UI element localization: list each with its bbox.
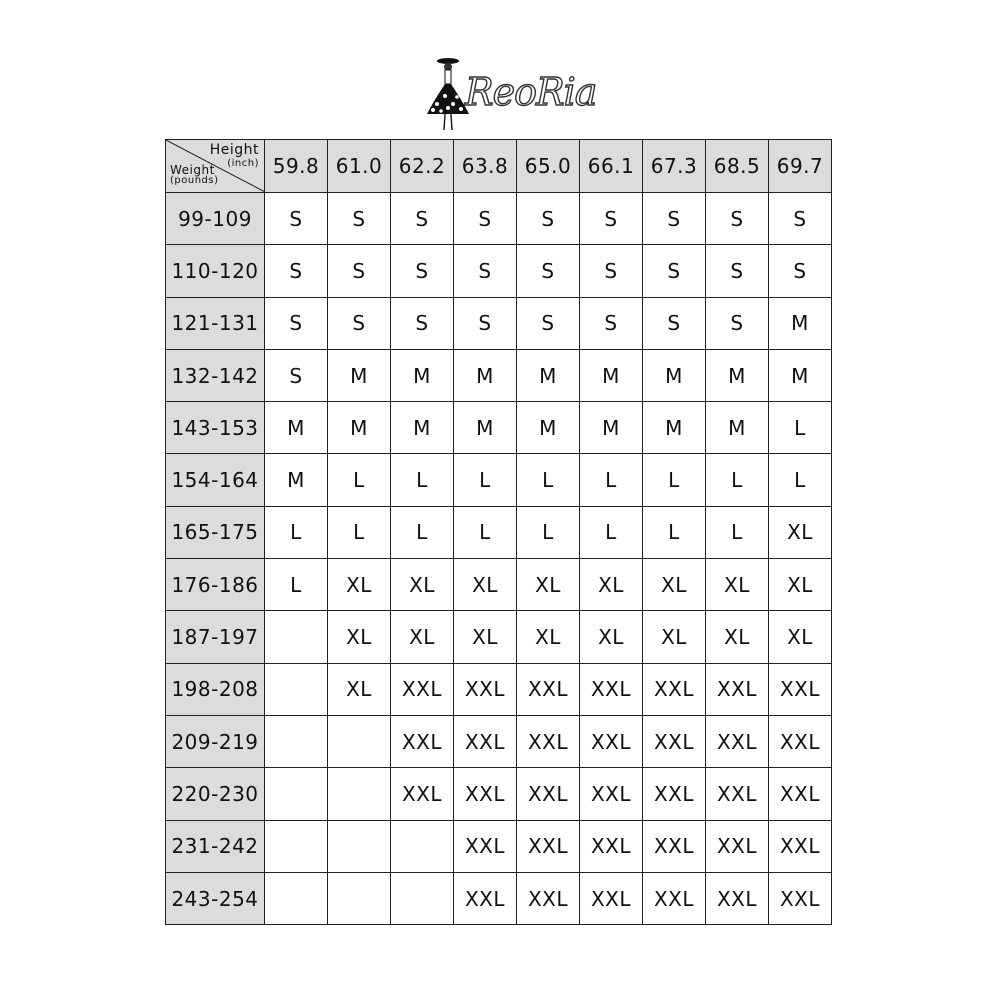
size-cell: M — [580, 349, 643, 401]
size-cell: XL — [517, 611, 580, 663]
height-header-cell: 61.0 — [328, 140, 391, 193]
size-cell: XL — [769, 506, 832, 558]
size-cell — [328, 768, 391, 820]
size-cell: S — [706, 245, 769, 297]
size-cell: M — [706, 402, 769, 454]
size-cell: L — [265, 559, 328, 611]
height-header-cell: 65.0 — [517, 140, 580, 193]
table-row — [166, 454, 832, 506]
size-cell: M — [580, 402, 643, 454]
size-cell: XXL — [769, 715, 832, 767]
weight-range-cell: 231-242 — [166, 820, 265, 872]
size-cell: L — [391, 506, 454, 558]
height-header-cell: 62.2 — [391, 140, 454, 193]
size-cell: XXL — [769, 872, 832, 924]
size-cell: XXL — [643, 663, 706, 715]
height-header-cell: 67.3 — [643, 140, 706, 193]
table-row — [166, 820, 832, 872]
size-cell: XXL — [769, 768, 832, 820]
size-cell: S — [580, 193, 643, 245]
size-cell: S — [643, 193, 706, 245]
height-header-cell: 63.8 — [454, 140, 517, 193]
size-cell: L — [643, 506, 706, 558]
size-cell: XL — [769, 611, 832, 663]
size-cell: S — [391, 297, 454, 349]
size-cell: XL — [769, 559, 832, 611]
height-header-cell: 59.8 — [265, 140, 328, 193]
size-cell: XL — [643, 611, 706, 663]
table-row — [166, 559, 832, 611]
table-row — [166, 872, 832, 924]
size-cell: M — [328, 349, 391, 401]
weight-range-cell: 243-254 — [166, 872, 265, 924]
weight-unit: (pounds) — [170, 175, 219, 186]
size-cell: XXL — [454, 715, 517, 767]
size-cell: M — [517, 349, 580, 401]
weight-range-cell: 187-197 — [166, 611, 265, 663]
size-chart-table — [165, 139, 832, 925]
size-cell: M — [391, 349, 454, 401]
size-cell: XL — [643, 559, 706, 611]
size-cell: XL — [391, 611, 454, 663]
size-cell: M — [454, 349, 517, 401]
table-row — [166, 611, 832, 663]
height-header-cell: 69.7 — [769, 140, 832, 193]
table-row — [166, 663, 832, 715]
table-row — [166, 297, 832, 349]
size-cell: XXL — [517, 820, 580, 872]
table-row — [166, 715, 832, 767]
size-cell: S — [328, 297, 391, 349]
size-cell — [265, 611, 328, 663]
size-cell — [391, 820, 454, 872]
size-cell: L — [454, 506, 517, 558]
table-row — [166, 193, 832, 245]
size-cell: M — [454, 402, 517, 454]
size-cell: XXL — [706, 715, 769, 767]
size-cell — [265, 820, 328, 872]
size-cell — [391, 872, 454, 924]
weight-range-cell: 198-208 — [166, 663, 265, 715]
size-cell: S — [265, 349, 328, 401]
size-cell: XL — [580, 559, 643, 611]
size-cell — [265, 663, 328, 715]
size-cell: XXL — [643, 820, 706, 872]
table-row — [166, 349, 832, 401]
size-cell: XL — [454, 611, 517, 663]
size-cell — [328, 715, 391, 767]
size-cell: XL — [328, 611, 391, 663]
table-row — [166, 402, 832, 454]
size-cell: XXL — [517, 768, 580, 820]
size-cell — [328, 820, 391, 872]
size-cell: XXL — [580, 715, 643, 767]
brand-logo — [415, 52, 597, 138]
size-cell: XL — [580, 611, 643, 663]
size-cell: XXL — [454, 820, 517, 872]
size-cell: XL — [517, 559, 580, 611]
size-cell: XXL — [643, 872, 706, 924]
size-cell: XXL — [706, 663, 769, 715]
size-cell: S — [580, 245, 643, 297]
weight-label: Weight — [170, 163, 215, 177]
size-cell: S — [517, 297, 580, 349]
size-cell: S — [580, 297, 643, 349]
size-cell: XXL — [391, 768, 454, 820]
size-cell: S — [517, 245, 580, 297]
size-cell: L — [391, 454, 454, 506]
size-cell: M — [643, 402, 706, 454]
size-cell: S — [454, 297, 517, 349]
height-header-cell: 66.1 — [580, 140, 643, 193]
size-cell: S — [706, 297, 769, 349]
size-cell: XXL — [706, 820, 769, 872]
size-cell: XXL — [643, 768, 706, 820]
size-cell — [265, 872, 328, 924]
size-cell: L — [643, 454, 706, 506]
size-cell: M — [769, 297, 832, 349]
size-cell: S — [265, 245, 328, 297]
weight-range-cell: 121-131 — [166, 297, 265, 349]
size-cell: XXL — [391, 715, 454, 767]
size-cell: S — [769, 245, 832, 297]
weight-range-cell: 143-153 — [166, 402, 265, 454]
size-cell: M — [265, 402, 328, 454]
size-cell: S — [643, 245, 706, 297]
height-unit: (inch) — [227, 158, 259, 169]
size-cell: S — [328, 193, 391, 245]
size-cell: M — [265, 454, 328, 506]
size-cell: M — [706, 349, 769, 401]
size-cell: M — [328, 402, 391, 454]
weight-range-cell: 209-219 — [166, 715, 265, 767]
size-cell: S — [706, 193, 769, 245]
size-cell: S — [517, 193, 580, 245]
size-cell: M — [643, 349, 706, 401]
size-cell: S — [454, 245, 517, 297]
size-cell: XXL — [769, 820, 832, 872]
size-cell: L — [454, 454, 517, 506]
size-cell: L — [706, 506, 769, 558]
brand-name: ReoRia — [465, 70, 597, 114]
size-cell: XXL — [454, 872, 517, 924]
size-cell: XXL — [580, 768, 643, 820]
size-cell: M — [769, 349, 832, 401]
size-cell: L — [328, 506, 391, 558]
size-cell: L — [517, 454, 580, 506]
size-cell: XL — [391, 559, 454, 611]
size-cell: XXL — [454, 663, 517, 715]
header-row — [166, 140, 832, 193]
weight-range-cell: 132-142 — [166, 349, 265, 401]
size-cell: XXL — [706, 768, 769, 820]
size-cell: S — [454, 193, 517, 245]
size-cell: L — [580, 454, 643, 506]
size-cell: XXL — [391, 663, 454, 715]
size-cell: XXL — [706, 872, 769, 924]
table-row — [166, 506, 832, 558]
size-cell: L — [769, 454, 832, 506]
size-cell: XXL — [517, 872, 580, 924]
weight-range-cell: 220-230 — [166, 768, 265, 820]
weight-range-cell: 176-186 — [166, 559, 265, 611]
size-cell: L — [517, 506, 580, 558]
size-cell: XXL — [517, 663, 580, 715]
corner-cell — [166, 140, 265, 193]
size-cell: XL — [328, 559, 391, 611]
size-cell: S — [265, 297, 328, 349]
height-label: Height — [209, 142, 259, 158]
size-cell: XXL — [580, 872, 643, 924]
size-cell: XXL — [643, 715, 706, 767]
table-row — [166, 768, 832, 820]
size-cell: L — [769, 402, 832, 454]
size-cell: S — [643, 297, 706, 349]
size-cell: XXL — [454, 768, 517, 820]
weight-range-cell: 99-109 — [166, 193, 265, 245]
size-cell: XXL — [517, 715, 580, 767]
weight-range-cell: 165-175 — [166, 506, 265, 558]
size-cell: XL — [706, 611, 769, 663]
size-cell: M — [391, 402, 454, 454]
weight-range-cell: 154-164 — [166, 454, 265, 506]
table-row — [166, 245, 832, 297]
weight-range-cell: 110-120 — [166, 245, 265, 297]
size-cell: L — [265, 506, 328, 558]
size-cell: S — [328, 245, 391, 297]
size-cell: XL — [454, 559, 517, 611]
size-cell — [328, 872, 391, 924]
size-cell: XXL — [580, 820, 643, 872]
size-cell: L — [706, 454, 769, 506]
size-cell: S — [769, 193, 832, 245]
height-header-cell: 68.5 — [706, 140, 769, 193]
size-cell: XL — [706, 559, 769, 611]
size-cell — [265, 768, 328, 820]
size-cell — [265, 715, 328, 767]
size-cell: XL — [328, 663, 391, 715]
size-cell: S — [265, 193, 328, 245]
size-cell: L — [580, 506, 643, 558]
size-cell: L — [328, 454, 391, 506]
size-cell: XXL — [580, 663, 643, 715]
size-cell: M — [517, 402, 580, 454]
size-cell: S — [391, 193, 454, 245]
size-cell: S — [391, 245, 454, 297]
size-cell: XXL — [769, 663, 832, 715]
